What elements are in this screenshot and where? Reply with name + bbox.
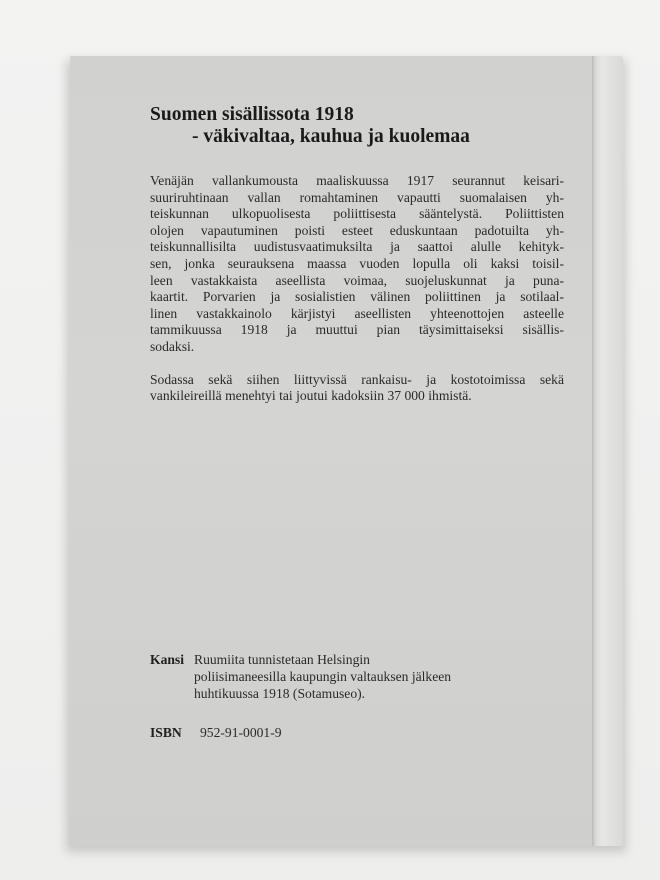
blurb-line: sodaksi. <box>150 338 195 354</box>
isbn-label: ISBN <box>150 725 182 740</box>
title-line-2: - väkivaltaa, kauhua ja kuolemaa <box>192 126 470 147</box>
blurb-paragraph-1 <box>150 173 564 356</box>
blurb-line: Venäjän vallankumousta maaliskuussa 1917 seurannut keisari- <box>150 173 564 188</box>
blurb-paragraph-2 <box>150 372 564 405</box>
blurb-line: teiskunnan ulkopuolisesta poliittisesta sääntelystä. Poliittisten <box>150 206 564 222</box>
cover-credit-line: poliisimaneesilla kaupungin valtauksen jälkeen <box>194 669 452 684</box>
blurb-line: suuriruhtinaan vallan romahtaminen vapautti suomalaisen yh- <box>150 189 564 205</box>
title-line-1: Suomen sisällissota 1918 <box>150 104 354 125</box>
blurb-line: linen vastakkainolo kärjistyi aseellisten yhteenottojen asteelle <box>150 305 564 321</box>
blurb-line: leen vastakkaista aseellista voimaa, suojeluskunnat ja puna- <box>150 272 564 288</box>
cover-credit-text <box>194 651 451 702</box>
blurb-line: sen, jonka seurauksena maassa vuoden lopulla oli kaksi toisil- <box>150 255 564 271</box>
isbn-value: 952-91-0001-9 <box>200 725 282 740</box>
blurb-line: kaartit. Porvarien ja sosialistien välinen poliittinen ja sotilaal- <box>150 289 564 305</box>
cover-credit-label: Kansi <box>150 652 184 667</box>
cover-credit-line: huhtikuussa 1918 (Sotamuseo). <box>194 686 366 701</box>
blurb-line: tammikuussa 1918 ja muuttui pian täysimittaiseksi sisällis- <box>150 322 564 338</box>
isbn-block <box>150 724 282 741</box>
book-title <box>150 104 570 148</box>
book-spine <box>592 56 623 846</box>
blurb <box>150 173 564 405</box>
cover-credit-line: Ruumiita tunnistetaan Helsingin <box>194 652 370 667</box>
blurb-line: vankileireillä menehtyi tai joutui kadoksiin 37 000 ihmistä. <box>150 388 472 404</box>
blurb-line: olojen vapautuminen poisti esteet eduskuntaan padotuilta yh- <box>150 222 564 238</box>
blurb-line: Sodassa sekä siihen liittyvissä rankaisu- ja kostotoimissa sekä <box>150 371 564 387</box>
blurb-line: teiskunnallisilta uudistusvaatimuksilta ja saattoi alulle kehityk- <box>150 239 564 255</box>
cover-credit <box>150 651 451 702</box>
